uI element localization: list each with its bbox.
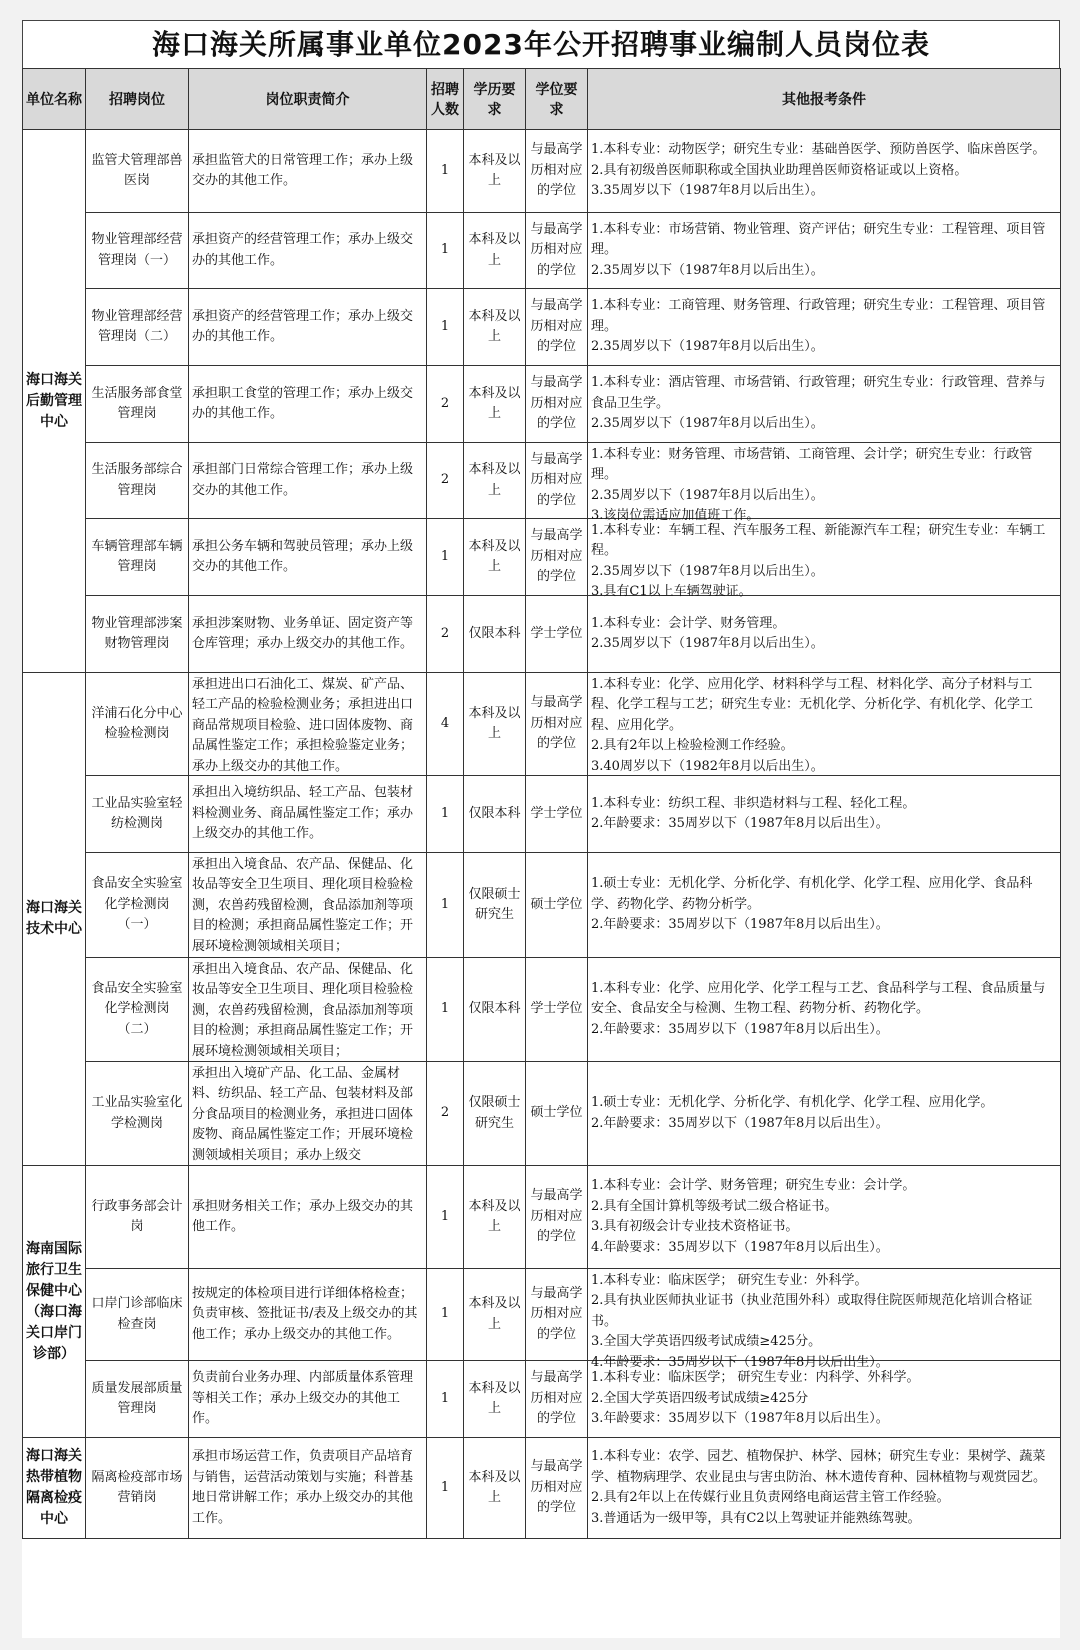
requirement-line: 4.年龄要求：35周岁以下（1987年8月以后出生）。 — [591, 1239, 889, 1255]
duty-cell — [189, 519, 427, 596]
post-cell — [86, 673, 189, 776]
degree-cell — [526, 1062, 588, 1166]
count-cell — [427, 673, 464, 776]
requirement-line: 1.本科专业：临床医学； 研究生专业：外科学。 — [591, 1272, 868, 1288]
table-row — [23, 776, 1061, 853]
requirement-line: 2.35周岁以下（1987年8月以后出生）。 — [591, 262, 824, 278]
post-cell — [86, 596, 189, 673]
count-cell-text: 1 — [440, 162, 450, 178]
post-cell-text: 监管犬管理部兽医岗 — [91, 152, 183, 188]
requirements-list — [591, 373, 1057, 435]
table-row — [23, 1269, 1061, 1361]
requirement-line: 1.本科专业：财务管理、市场营销、工商管理、会计学；研究生专业：行政管理。 — [591, 446, 1033, 482]
table-row — [23, 289, 1061, 366]
degree-cell-text: 与最高学历相对应的学位 — [530, 1285, 583, 1342]
table-row — [23, 1361, 1061, 1438]
unit-name-cell: 海南国际旅行卫生保健中心（海口海关口岸门诊部） — [23, 1166, 86, 1438]
table-row — [23, 130, 1061, 213]
count-cell — [427, 776, 464, 853]
count-cell — [427, 443, 464, 519]
duty-cell-text: 承担资产的经营管理工作；承办上级交办的其他工作。 — [192, 232, 414, 268]
requirements-cell — [588, 1166, 1061, 1269]
count-cell — [427, 1062, 464, 1166]
post-cell — [86, 519, 189, 596]
degree-cell — [526, 958, 588, 1062]
count-cell-text: 1 — [440, 1390, 450, 1406]
requirement-line: 3.年龄要求：35周岁以下（1987年8月以后出生）。 — [591, 1411, 889, 1427]
table-row — [23, 519, 1061, 596]
edu-cell — [464, 596, 526, 673]
edu-cell-text: 本科及以上 — [468, 232, 521, 268]
duty-cell — [189, 776, 427, 853]
header-row — [23, 69, 1061, 130]
requirements-cell — [588, 958, 1061, 1062]
duty-cell-text: 承担监管犬的日常管理工作；承办上级交办的其他工作。 — [192, 152, 414, 188]
requirement-line: 2.35周岁以下（1987年8月以后出生）。 — [591, 487, 824, 503]
table-row — [23, 443, 1061, 519]
degree-cell — [526, 213, 588, 289]
duty-cell-text: 按规定的体检项目进行详细体格检查；负责审核、签批证书/表及上级交办的其他工作；承办上级交办的其他工作。 — [192, 1285, 418, 1342]
degree-cell-text: 与最高学历相对应的学位 — [530, 695, 583, 752]
post-cell-text: 行政事务部会计岗 — [91, 1198, 183, 1234]
degree-cell-text: 与最高学历相对应的学位 — [530, 1188, 583, 1245]
edu-cell — [464, 213, 526, 289]
requirement-line: 2.35周岁以下（1987年8月以后出生）。 — [591, 563, 824, 579]
requirements-list — [591, 1093, 1057, 1134]
header-count: 招聘人数 — [427, 69, 464, 130]
degree-cell-text: 硕士学位 — [530, 896, 583, 912]
post-cell-text: 物业管理部涉案财物管理岗 — [91, 615, 183, 651]
count-cell — [427, 213, 464, 289]
duty-cell-text: 承担出入境食品、农产品、保健品、化妆品等安全卫生项目、理化项目检验检测，农兽药残留检测，食品添加剂等项目的检测；承担商品属性鉴定工作；开展环境检测领域相关项目； — [192, 961, 414, 1059]
table-row — [23, 213, 1061, 289]
requirement-line: 2.年龄要求：35周岁以下（1987年8月以后出生）。 — [591, 1115, 889, 1131]
degree-cell-text: 与最高学历相对应的学位 — [530, 298, 583, 355]
requirements-cell — [588, 853, 1061, 958]
degree-cell — [526, 776, 588, 853]
requirement-line: 2.年龄要求：35周岁以下（1987年8月以后出生）。 — [591, 1021, 889, 1037]
duty-cell-text: 承担出入境矿产品、化工品、金属材料、纺织品、轻工产品、包装材料及部分食品项目的检测业务，承担进口固体废物、商品属性鉴定工作；开展环境检测领域相关项目；承办上级交 — [192, 1065, 414, 1163]
count-cell — [427, 130, 464, 213]
duty-cell — [189, 443, 427, 519]
requirements-cell — [588, 366, 1061, 443]
requirements-list — [591, 614, 1057, 655]
header-degree: 学位要求 — [526, 69, 588, 130]
count-cell-text: 1 — [440, 805, 450, 821]
duty-cell — [189, 213, 427, 289]
requirement-line: 3.35周岁以下（1987年8月以后出生）。 — [591, 183, 824, 199]
requirements-cell — [588, 1062, 1061, 1166]
requirements-cell — [588, 1361, 1061, 1438]
degree-cell — [526, 1166, 588, 1269]
post-cell-text: 食品安全实验室化学检测岗（二） — [91, 980, 183, 1037]
count-cell — [427, 1166, 464, 1269]
degree-cell — [526, 853, 588, 958]
requirement-line: 1.本科专业：农学、园艺、植物保护、林学、园林；研究生专业：果树学、蔬菜学、植物病理学、农业昆虫与害虫防治、林木遗传育种、园林植物与观赏园艺。 — [591, 1449, 1047, 1485]
degree-cell — [526, 673, 588, 776]
count-cell-text: 1 — [440, 548, 450, 564]
table-row — [23, 366, 1061, 443]
degree-cell-text: 与最高学历相对应的学位 — [530, 451, 583, 508]
duty-cell-text: 承担市场运营工作，负责项目产品培育与销售，运营活动策划与实施；科普基地日常讲解工作；承办上级交办的其他工作。 — [192, 1449, 414, 1526]
degree-cell-text: 学士学位 — [530, 1001, 583, 1017]
edu-cell-text: 仅限本科 — [468, 1001, 521, 1017]
edu-cell — [464, 1166, 526, 1269]
post-cell — [86, 213, 189, 289]
table-row — [23, 673, 1061, 776]
header-edu: 学历要求 — [464, 69, 526, 130]
duty-cell-text: 承担财务相关工作；承办上级交办的其他工作。 — [192, 1198, 414, 1234]
count-cell — [427, 1361, 464, 1438]
degree-cell — [526, 519, 588, 596]
requirement-line: 3.普通话为一级甲等，具有C2以上驾驶证并能熟练驾驶。 — [591, 1510, 921, 1526]
unit-name-cell: 海口海关技术中心 — [23, 673, 86, 1166]
duty-cell — [189, 596, 427, 673]
degree-cell — [526, 1438, 588, 1539]
edu-cell-text: 本科及以上 — [468, 1198, 521, 1234]
edu-cell-text: 仅限本科 — [468, 805, 521, 821]
count-cell-text: 1 — [440, 318, 450, 334]
edu-cell-text: 仅限硕士研究生 — [468, 886, 521, 922]
requirement-line: 1.本科专业：化学、应用化学、化学工程与工艺、食品科学与工程、食品质量与安全、食品安全与检测、生物工程、药物分析、药物化学。 — [591, 980, 1046, 1017]
edu-cell — [464, 1438, 526, 1539]
header-unit: 单位名称 — [23, 69, 86, 130]
requirements-list — [591, 874, 1057, 936]
table-row — [23, 958, 1061, 1062]
requirement-line: 2.具有执业医师执业证书（执业范围外科）或取得住院医师规范化培训合格证书。 — [591, 1293, 1033, 1329]
edu-cell — [464, 853, 526, 958]
count-cell-text: 2 — [440, 625, 450, 641]
degree-cell-text: 学士学位 — [530, 805, 583, 821]
edu-cell-text: 本科及以上 — [468, 385, 521, 421]
duty-cell — [189, 289, 427, 366]
requirements-list — [591, 1271, 1057, 1370]
requirement-line: 2.具有2年以上在传媒行业且负责网络电商运营主管工作经验。 — [591, 1490, 950, 1505]
degree-cell — [526, 596, 588, 673]
table-row — [23, 1062, 1061, 1166]
count-cell — [427, 1269, 464, 1361]
requirements-list — [591, 1176, 1057, 1258]
degree-cell-text: 与最高学历相对应的学位 — [530, 142, 583, 199]
requirement-line: 1.本科专业：工商管理、财务管理、行政管理；研究生专业：工程管理、项目管理。 — [591, 298, 1046, 334]
requirements-list — [591, 220, 1057, 282]
requirement-line: 1.本科专业：市场营销、物业管理、资产评估；研究生专业：工程管理、项目管理。 — [591, 221, 1046, 258]
count-cell — [427, 853, 464, 958]
page-title: 海口海关所属事业单位2023年公开招聘事业编制人员岗位表 — [22, 20, 1060, 68]
requirements-cell — [588, 519, 1061, 599]
requirement-line: 2.35周岁以下（1987年8月以后出生）。 — [591, 339, 824, 355]
requirement-line: 1.本科专业：车辆工程、汽车服务工程、新能源汽车工程；研究生专业：车辆工程。 — [591, 522, 1046, 558]
requirements-list — [591, 445, 1057, 523]
count-cell-text: 1 — [440, 1001, 450, 1017]
count-cell — [427, 596, 464, 673]
duty-cell-text: 负责前台业务办理、内部质量体系管理等相关工作；承办上级交办的其他工作。 — [192, 1370, 414, 1427]
requirement-line: 1.本科专业：临床医学； 研究生专业：内科学、外科学。 — [591, 1370, 920, 1386]
requirement-line: 3.该岗位需适应加值班工作。 — [591, 508, 760, 523]
duty-cell — [189, 958, 427, 1062]
header-post: 招聘岗位 — [86, 69, 189, 130]
count-cell — [427, 366, 464, 443]
requirement-line: 2.全国大学英语四级考试成绩≥425分 — [591, 1390, 809, 1406]
requirement-line: 2.35周岁以下（1987年8月以后出生）。 — [591, 636, 824, 651]
edu-cell-text: 本科及以上 — [468, 1380, 521, 1416]
requirement-line: 1.本科专业：纺织工程、非织造材料与工程、轻化工程。 — [591, 795, 916, 811]
requirement-line: 2.具有全国计算机等级考试二级合格证书。 — [591, 1198, 838, 1214]
post-cell-text: 食品安全实验室化学检测岗（一） — [91, 876, 183, 933]
post-cell-text: 生活服务部食堂管理岗 — [91, 385, 183, 421]
edu-cell — [464, 289, 526, 366]
requirement-line: 1.本科专业：酒店管理、市场营销、行政管理；研究生专业：行政管理、营养与食品卫生学。 — [591, 375, 1046, 411]
job-table-sheet — [22, 20, 1060, 1638]
post-cell — [86, 776, 189, 853]
count-cell — [427, 289, 464, 366]
requirements-list — [591, 296, 1057, 358]
edu-cell-text: 本科及以上 — [468, 1469, 521, 1505]
count-cell-text: 2 — [440, 1105, 450, 1121]
requirement-line: 1.本科专业：动物医学；研究生专业：基础兽医学、预防兽医学、临床兽医学。 — [591, 142, 1046, 158]
post-cell — [86, 1269, 189, 1361]
requirements-cell — [588, 289, 1061, 366]
requirements-list — [591, 521, 1057, 599]
requirement-line: 3.具有C1以上车辆驾驶证。 — [591, 584, 752, 599]
requirements-cell — [588, 213, 1061, 289]
post-cell-text: 车辆管理部车辆管理岗 — [91, 538, 183, 574]
duty-cell — [189, 853, 427, 958]
requirement-line: 3.40周岁以下（1982年8月以后出生）。 — [591, 758, 824, 774]
count-cell — [427, 958, 464, 1062]
requirements-list — [591, 979, 1057, 1041]
count-cell-text: 2 — [440, 395, 450, 411]
count-cell-text: 4 — [440, 715, 450, 731]
header-duty: 岗位职责简介 — [189, 69, 427, 130]
requirements-list — [591, 794, 1057, 835]
degree-cell — [526, 1269, 588, 1361]
post-cell — [86, 443, 189, 519]
post-cell-text: 物业管理部经营管理岗（一） — [91, 232, 183, 268]
post-cell-text: 口岸门诊部临床检查岗 — [91, 1296, 183, 1332]
table-row — [23, 853, 1061, 958]
edu-cell-text: 本科及以上 — [468, 462, 521, 498]
duty-cell-text: 承担进出口石油化工、煤炭、矿产品、轻工产品的检验检测业务；承担进出口商品常规项目检验、进口固体废物、商品属性鉴定工作；承担检验鉴定业务；承办上级交办的其他工作。 — [192, 676, 414, 774]
requirements-cell — [588, 443, 1061, 523]
post-cell — [86, 1438, 189, 1539]
edu-cell-text: 本科及以上 — [468, 1296, 521, 1332]
duty-cell — [189, 1361, 427, 1438]
edu-cell — [464, 130, 526, 213]
requirements-list — [591, 675, 1057, 774]
edu-cell-text: 本科及以上 — [468, 538, 521, 574]
duty-cell — [189, 366, 427, 443]
edu-cell — [464, 958, 526, 1062]
count-cell-text: 2 — [440, 472, 450, 488]
table-row — [23, 1166, 1061, 1269]
duty-cell — [189, 1166, 427, 1269]
requirements-cell — [588, 1438, 1061, 1539]
post-cell — [86, 958, 189, 1062]
duty-cell — [189, 1062, 427, 1166]
duty-cell-text: 承担职工食堂的管理工作；承办上级交办的其他工作。 — [192, 385, 414, 421]
post-cell — [86, 130, 189, 213]
requirement-line: 2.35周岁以下（1987年8月以后出生）。 — [591, 416, 824, 432]
edu-cell — [464, 1269, 526, 1361]
degree-cell-text: 与最高学历相对应的学位 — [530, 528, 583, 585]
requirements-list — [591, 1368, 1057, 1430]
table-row — [23, 1438, 1061, 1539]
count-cell-text: 1 — [440, 1306, 450, 1322]
edu-cell — [464, 1062, 526, 1166]
duty-cell — [189, 673, 427, 776]
duty-cell-text: 承担出入境纺织品、轻工产品、包装材料检测业务、商品属性鉴定工作；承办上级交办的其他工作。 — [192, 785, 414, 842]
edu-cell-text: 本科及以上 — [468, 308, 521, 344]
edu-cell — [464, 519, 526, 596]
post-cell — [86, 289, 189, 366]
requirement-line: 2.年龄要求：35周岁以下（1987年8月以后出生）。 — [591, 816, 889, 831]
requirements-cell — [588, 596, 1061, 673]
count-cell-text: 1 — [440, 1208, 450, 1224]
post-cell-text: 工业品实验室轻纺检测岗 — [91, 795, 183, 831]
degree-cell-text: 硕士学位 — [530, 1105, 583, 1121]
requirements-cell — [588, 776, 1061, 853]
duty-cell-text: 承担涉案财物、业务单证、固定资产等仓库管理；承办上级交办的其他工作。 — [192, 615, 414, 651]
requirement-line: 3.全国大学英语四级考试成绩≥425分。 — [591, 1334, 822, 1349]
table-row — [23, 596, 1061, 673]
duty-cell-text: 承担公务车辆和驾驶员管理；承办上级交办的其他工作。 — [192, 538, 414, 574]
requirement-line: 2.年龄要求：35周岁以下（1987年8月以后出生）。 — [591, 917, 889, 933]
degree-cell-text: 与最高学历相对应的学位 — [530, 1459, 583, 1516]
duty-cell-text: 承担部门日常综合管理工作；承办上级交办的其他工作。 — [192, 462, 414, 498]
duty-cell-text: 承担出入境食品、农产品、保健品、化妆品等安全卫生项目、理化项目检验检测，农兽药残留检测，食品添加剂等项目的检测；承担商品属性鉴定工作；开展环境检测领域相关项目； — [192, 856, 414, 954]
post-cell — [86, 366, 189, 443]
edu-cell — [464, 776, 526, 853]
count-cell — [427, 519, 464, 596]
requirement-line: 1.本科专业：会计学、财务管理；研究生专业：会计学。 — [591, 1178, 916, 1193]
requirement-line: 1.硕士专业：无机化学、分析化学、有机化学、化学工程、应用化学。 — [591, 1095, 994, 1110]
post-cell-text: 物业管理部经营管理岗（二） — [91, 308, 183, 344]
degree-cell-text: 与最高学历相对应的学位 — [530, 1370, 583, 1427]
edu-cell-text: 仅限本科 — [468, 625, 521, 641]
requirement-line: 4.年龄要求：35周岁以下（1987年8月以后出生）。 — [591, 1354, 889, 1370]
post-cell-text: 洋浦石化分中心检验检测岗 — [91, 705, 183, 741]
count-cell-text: 1 — [440, 1479, 450, 1495]
post-cell-text: 工业品实验室化学检测岗 — [91, 1095, 183, 1131]
duty-cell — [189, 1438, 427, 1539]
edu-cell-text: 仅限硕士研究生 — [468, 1095, 521, 1131]
duty-cell — [189, 130, 427, 213]
requirement-line: 1.本科专业：会计学、财务管理。 — [591, 615, 786, 631]
degree-cell — [526, 289, 588, 366]
edu-cell — [464, 673, 526, 776]
post-cell-text: 隔离检疫部市场营销岗 — [91, 1469, 183, 1505]
job-table — [22, 68, 1061, 1539]
degree-cell — [526, 366, 588, 443]
degree-cell-text: 与最高学历相对应的学位 — [530, 221, 583, 278]
requirements-cell — [588, 1269, 1061, 1370]
post-cell — [86, 1062, 189, 1166]
post-cell — [86, 853, 189, 958]
requirement-line: 3.具有初级会计专业技术资格证书。 — [591, 1219, 799, 1234]
count-cell-text: 1 — [440, 242, 450, 258]
degree-cell-text: 学士学位 — [530, 625, 583, 641]
post-cell-text: 质量发展部质量管理岗 — [91, 1380, 183, 1416]
requirements-cell — [588, 130, 1061, 213]
post-cell-text: 生活服务部综合管理岗 — [91, 462, 183, 498]
duty-cell-text: 承担资产的经营管理工作；承办上级交办的其他工作。 — [192, 308, 414, 344]
unit-name-cell: 海口海关后勤管理中心 — [23, 130, 86, 673]
post-cell — [86, 1361, 189, 1438]
unit-name-cell: 海口海关热带植物隔离检疫中心 — [23, 1438, 86, 1539]
post-cell — [86, 1166, 189, 1269]
degree-cell-text: 与最高学历相对应的学位 — [530, 375, 583, 432]
requirements-list — [591, 140, 1057, 202]
requirement-line: 2.具有2年以上检验检测工作经验。 — [591, 738, 794, 753]
edu-cell-text: 本科及以上 — [468, 152, 521, 188]
duty-cell — [189, 1269, 427, 1361]
requirements-cell — [588, 673, 1061, 776]
degree-cell — [526, 443, 588, 519]
requirement-line: 2.具有初级兽医师职称或全国执业助理兽医师资格证或以上资格。 — [591, 162, 968, 178]
header-other: 其他报考条件 — [588, 69, 1061, 130]
requirement-line: 1.硕士专业：无机化学、分析化学、有机化学、化学工程、应用化学、食品科学、药物化学、药物分析学。 — [591, 876, 1033, 912]
requirements-list — [591, 1447, 1057, 1529]
degree-cell — [526, 1361, 588, 1438]
edu-cell — [464, 1361, 526, 1438]
count-cell — [427, 1438, 464, 1539]
degree-cell — [526, 130, 588, 213]
requirement-line: 1.本科专业：化学、应用化学、材料科学与工程、材料化学、高分子材料与工程、化学工程与工艺；研究生专业：无机化学、分析化学、有机化学、化学工程、应用化学。 — [591, 676, 1034, 733]
edu-cell — [464, 366, 526, 443]
count-cell-text: 1 — [440, 896, 450, 912]
edu-cell — [464, 443, 526, 519]
edu-cell-text: 本科及以上 — [468, 705, 521, 741]
